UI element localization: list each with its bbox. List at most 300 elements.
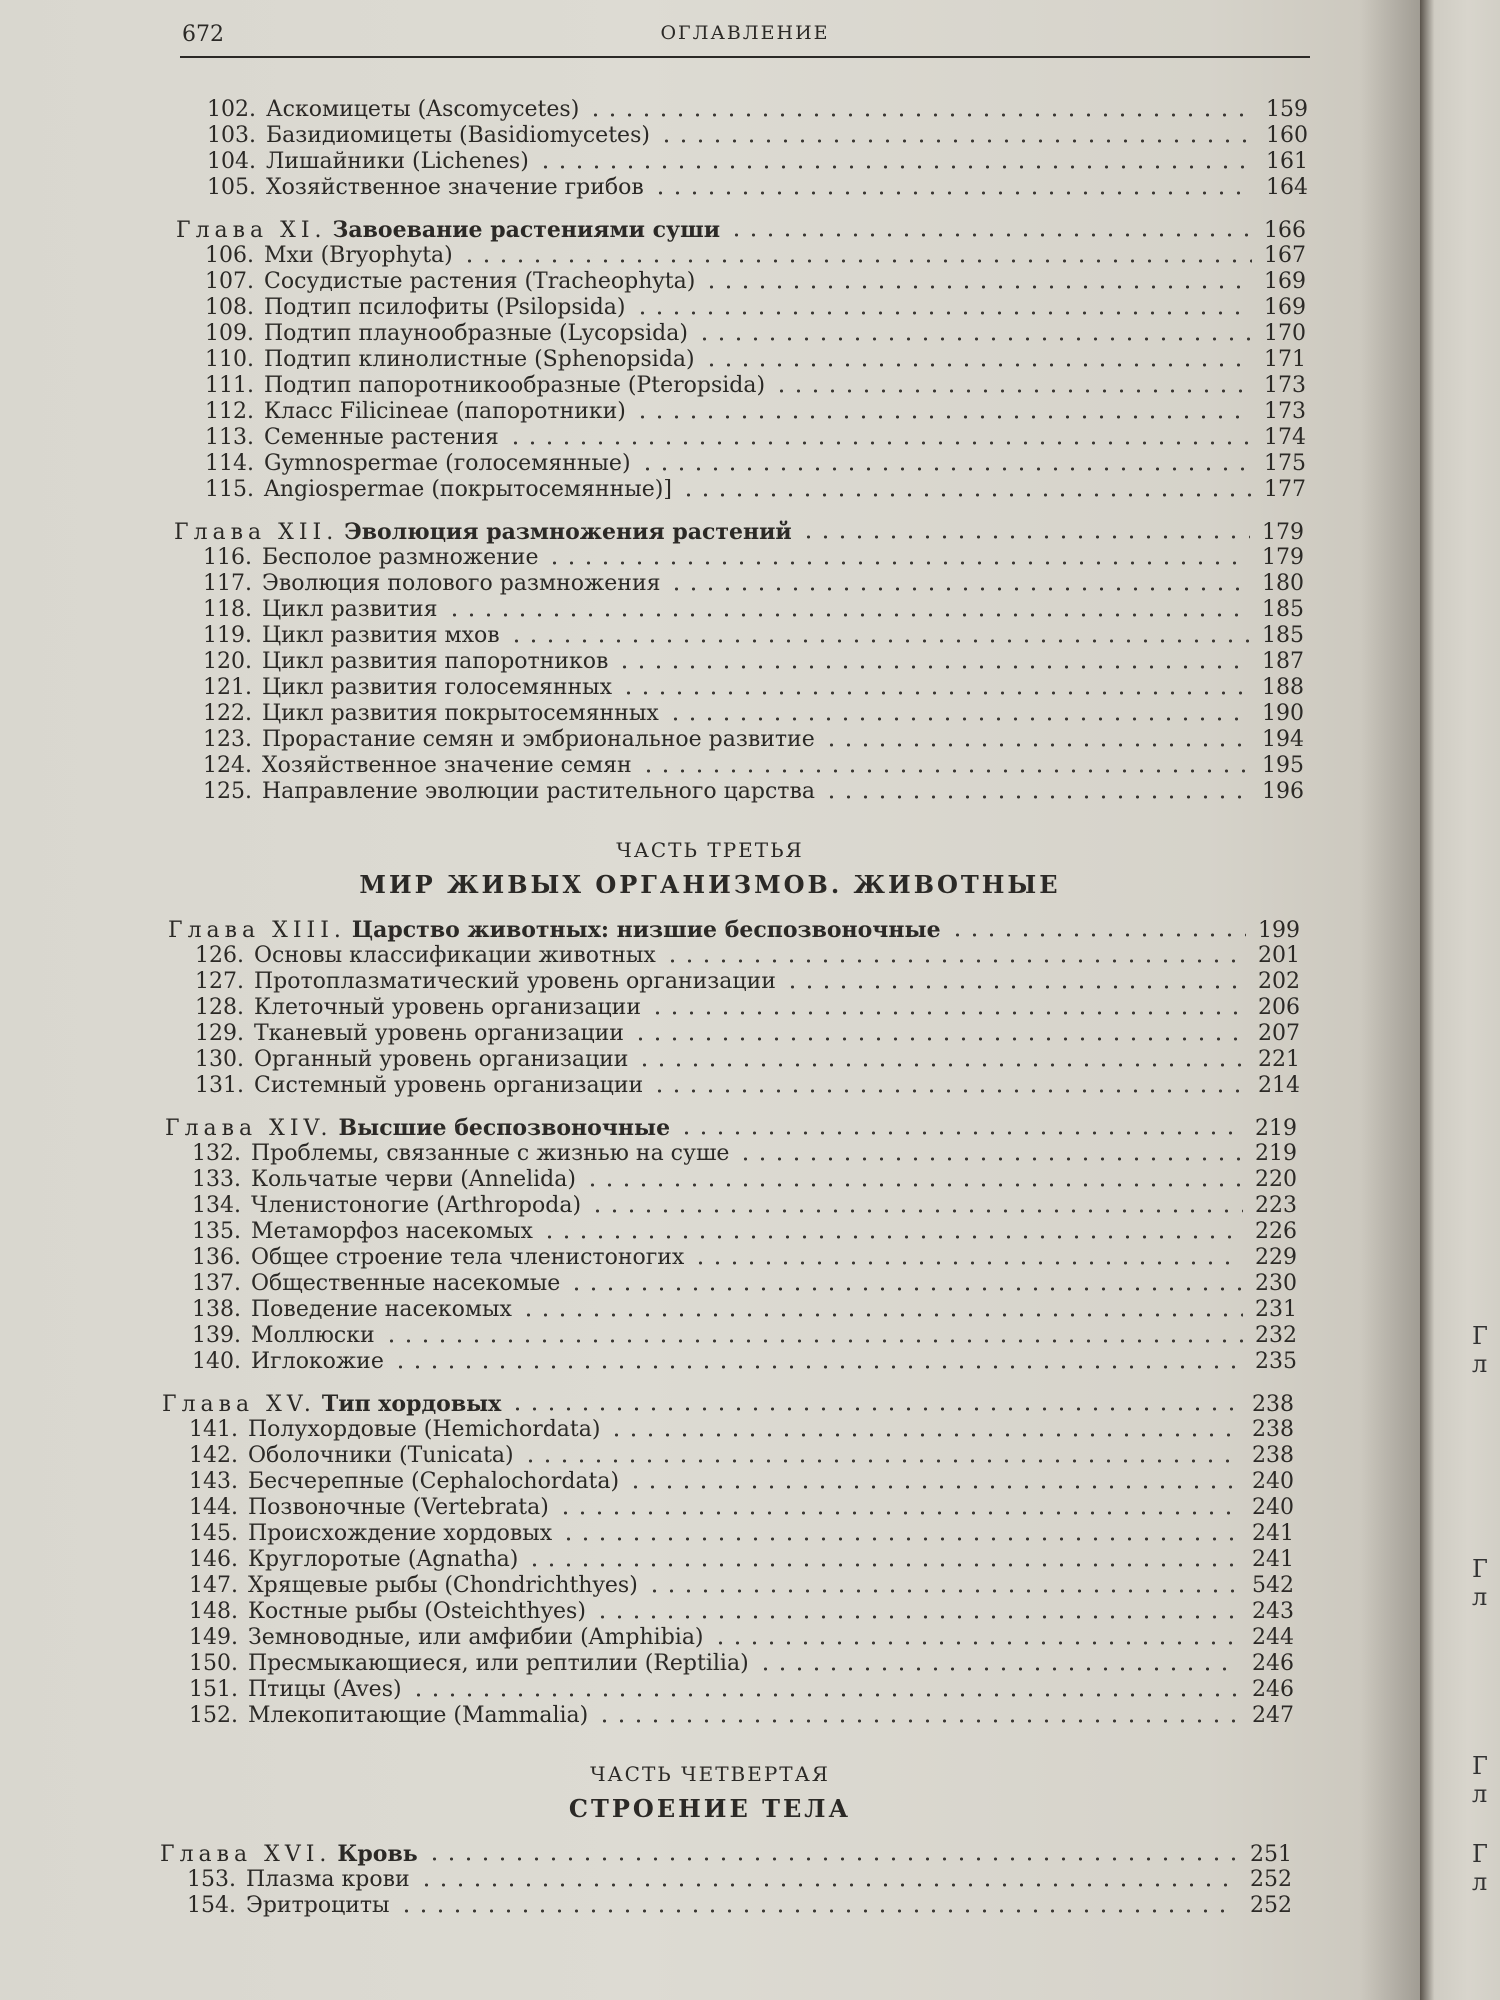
entry-title: Подтип папоротникообразные (Pteropsida): [264, 373, 766, 398]
dot-leader: [616, 664, 1250, 670]
dot-leader: [632, 1036, 1246, 1042]
dot-leader: [418, 1882, 1238, 1888]
dot-leader: [461, 258, 1252, 264]
dot-leader: [800, 534, 1250, 540]
chapter-heading: [168, 916, 1300, 944]
dot-leader: [509, 1406, 1240, 1412]
page-ref: 195: [1262, 753, 1304, 778]
entry-title: Класс Filicineae (папоротники): [264, 399, 626, 424]
page-ref: 252: [1250, 1893, 1292, 1918]
entry-title: Эволюция полового размножения: [262, 571, 661, 596]
entry-number: 150.: [189, 1651, 238, 1676]
page-ref: 223: [1255, 1193, 1297, 1218]
toc-entry: [200, 148, 1308, 176]
dot-leader: [546, 560, 1250, 566]
page-ref: 169: [1264, 269, 1306, 294]
entry-title: Плазма крови: [246, 1867, 410, 1892]
dot-leader: [757, 1666, 1240, 1672]
entry-number: 131.: [195, 1073, 244, 1098]
toc-entry: [198, 424, 1306, 452]
toc-entry: [182, 1416, 1294, 1444]
page-ref: 244: [1252, 1625, 1294, 1650]
dot-leader: [608, 1432, 1240, 1438]
dot-leader: [557, 1510, 1240, 1516]
entry-number: 130.: [195, 1047, 244, 1072]
toc-entry: [188, 968, 1300, 996]
toc-entry: [198, 476, 1306, 504]
dot-leader: [392, 1364, 1243, 1370]
dot-leader: [784, 984, 1246, 990]
page-ref: 229: [1255, 1245, 1297, 1270]
facing-page-glyph: Г л: [1472, 1555, 1488, 1611]
entry-title: Пресмыкающиеся, или рептилии (Reptilia): [248, 1651, 749, 1676]
dot-leader: [620, 690, 1250, 696]
entry-number: 126.: [195, 943, 244, 968]
dot-leader: [737, 1156, 1243, 1162]
page-ref: 214: [1258, 1073, 1300, 1098]
entry-number: 111.: [205, 373, 254, 398]
toc-entry: [196, 674, 1304, 702]
entry-number: 104.: [207, 149, 256, 174]
toc-entry: [188, 994, 1300, 1022]
toc-entry: [198, 372, 1306, 400]
entry-title: Цикл развития папоротников: [262, 649, 609, 674]
page-ref: 194: [1262, 727, 1304, 752]
entry-title: Происхождение хордовых: [248, 1521, 553, 1546]
toc-entry: [182, 1702, 1294, 1730]
page-ref: 219: [1255, 1141, 1297, 1166]
entry-number: 102.: [207, 97, 256, 122]
entry-number: 108.: [205, 295, 254, 320]
page-ref: 167: [1264, 243, 1306, 268]
entry-number: 129.: [195, 1021, 244, 1046]
entry-number: 137.: [192, 1271, 241, 1296]
entry-number: 151.: [189, 1677, 238, 1702]
entry-title: Полухордовые (Hemichordata): [248, 1417, 601, 1442]
dot-leader: [678, 1130, 1243, 1136]
entry-number: 136.: [192, 1245, 241, 1270]
entry-number: 109.: [205, 321, 254, 346]
page-ref: 179: [1262, 520, 1304, 545]
page-ref: 179: [1262, 545, 1304, 570]
toc-entry: [182, 1650, 1294, 1678]
page-ref: 201: [1258, 943, 1300, 968]
entry-title: Прорастание семян и эмбриональное развитие: [262, 727, 815, 752]
dot-leader: [949, 932, 1246, 938]
entry-title: Эритроциты: [246, 1893, 390, 1918]
page-ref: 207: [1258, 1021, 1300, 1046]
entry-number: 135.: [192, 1219, 241, 1244]
dot-leader: [526, 1562, 1240, 1568]
page-ref: 196: [1262, 779, 1304, 804]
toc-entry: [182, 1598, 1294, 1626]
entry-title: Моллюски: [251, 1323, 375, 1348]
page-ref: 241: [1252, 1521, 1294, 1546]
page-ref: 171: [1264, 347, 1306, 372]
page-ref: 226: [1255, 1219, 1297, 1244]
page-ref: 190: [1262, 701, 1304, 726]
entry-number: 118.: [203, 597, 252, 622]
entry-title: Мхи (Bryophyta): [264, 243, 453, 268]
toc-entry: [182, 1572, 1294, 1600]
page-ref: 185: [1262, 597, 1304, 622]
chapter-title: Тип хордовых: [321, 1391, 502, 1417]
page-ref: 206: [1258, 995, 1300, 1020]
dot-leader: [627, 1484, 1240, 1490]
entry-title: Протоплазматический уровень организации: [254, 969, 776, 994]
entry-number: 132.: [192, 1141, 241, 1166]
entry-number: 123.: [203, 727, 252, 752]
page-ref: 185: [1262, 623, 1304, 648]
dot-leader: [634, 414, 1252, 420]
toc-entry: [185, 1140, 1297, 1168]
dot-leader: [634, 310, 1253, 316]
entry-title: Семенные растения: [264, 425, 499, 450]
toc-entry: [198, 268, 1306, 296]
chapter-title: Кровь: [337, 1841, 418, 1867]
entry-number: 112.: [205, 399, 254, 424]
facing-page-edge: [1420, 0, 1500, 2000]
toc-entry: [185, 1296, 1297, 1324]
dot-leader: [410, 1692, 1240, 1698]
dot-leader: [649, 1010, 1246, 1016]
toc-entry: [196, 596, 1304, 624]
entry-title: Основы классификации животных: [254, 943, 656, 968]
page-ref: 202: [1258, 969, 1300, 994]
entry-title: Сосудистые растения (Tracheophyta): [264, 269, 696, 294]
page-ref: 221: [1258, 1047, 1300, 1072]
dot-leader: [696, 336, 1252, 342]
dot-leader: [680, 492, 1252, 498]
entry-number: 143.: [189, 1469, 238, 1494]
page-ref: 188: [1262, 675, 1304, 700]
page-ref: 160: [1266, 123, 1308, 148]
entry-title: Членистоногие (Arthropoda): [251, 1193, 582, 1218]
page-ref: 187: [1262, 649, 1304, 674]
entry-title: Иглокожие: [251, 1349, 384, 1374]
toc-entry: [198, 450, 1306, 478]
page-ref: 251: [1250, 1842, 1292, 1867]
toc-entry: [196, 700, 1304, 728]
entry-title: Бесполое размножение: [262, 545, 539, 570]
entry-title: Цикл развития покрытосемянных: [262, 701, 659, 726]
entry-title: Подтип псилофиты (Psilopsida): [264, 295, 626, 320]
chapter-title: Царство животных: низшие беспозвоночные: [351, 917, 941, 943]
dot-leader: [668, 586, 1250, 592]
entry-number: 128.: [195, 995, 244, 1020]
page-ref: 246: [1252, 1651, 1294, 1676]
part-label: ЧАСТЬ ЧЕТВЕРТАЯ: [590, 1762, 830, 1786]
dot-leader: [652, 190, 1254, 196]
entry-number: 144.: [189, 1495, 238, 1520]
dot-leader: [383, 1338, 1243, 1344]
entry-title: Поведение насекомых: [251, 1297, 512, 1322]
toc-entry: [198, 398, 1306, 426]
page-ref: 166: [1264, 218, 1306, 243]
page-ref: 159: [1266, 97, 1308, 122]
page-ref: 231: [1255, 1297, 1297, 1322]
dot-leader: [712, 1640, 1240, 1646]
dot-leader: [728, 232, 1252, 238]
toc-entry: [185, 1166, 1297, 1194]
entry-title: Хрящевые рыбы (Chondrichthyes): [248, 1573, 638, 1598]
entry-number: 147.: [189, 1573, 238, 1598]
entry-number: 103.: [207, 123, 256, 148]
dot-leader: [522, 1458, 1240, 1464]
dot-leader: [508, 638, 1250, 644]
toc-entry: [200, 96, 1308, 124]
part-title: МИР ЖИВЫХ ОРГАНИЗМОВ. ЖИВОТНЫЕ: [359, 870, 1061, 899]
page-ref: 240: [1252, 1495, 1294, 1520]
entry-title: Клеточный уровень организации: [254, 995, 642, 1020]
chapter-title: Высшие беспозвоночные: [338, 1115, 671, 1141]
dot-leader: [664, 958, 1246, 964]
page-ref: 199: [1258, 918, 1300, 943]
entry-title: Аскомицеты (Ascomycetes): [266, 97, 580, 122]
entry-number: 153.: [187, 1867, 236, 1892]
facing-page-glyph: Г л: [1472, 1840, 1488, 1896]
entry-title: Подтип клинолистные (Sphenopsida): [264, 347, 695, 372]
entry-title: Млекопитающие (Mammalia): [248, 1703, 589, 1728]
page-ref: 542: [1252, 1573, 1294, 1598]
dot-leader: [658, 138, 1254, 144]
entry-title: Направление эволюции растительного царства: [262, 779, 815, 804]
dot-leader: [426, 1856, 1238, 1862]
entry-title: Органный уровень организации: [254, 1047, 629, 1072]
page-number: 672: [182, 22, 224, 47]
chapter-heading: [160, 1840, 1292, 1868]
entry-number: 142.: [189, 1443, 238, 1468]
page-ref: 247: [1252, 1703, 1294, 1728]
dot-leader: [594, 1614, 1240, 1620]
chapter-heading: [162, 1390, 1294, 1418]
dot-leader: [568, 1286, 1243, 1292]
toc-entry: [198, 346, 1306, 374]
entry-number: 154.: [187, 1893, 236, 1918]
entry-title: Хозяйственное значение семян: [262, 753, 632, 778]
dot-leader: [589, 1208, 1243, 1214]
dot-leader: [692, 1260, 1243, 1266]
dot-leader: [651, 1088, 1246, 1094]
entry-title: Базидиомицеты (Basidiomycetes): [266, 123, 650, 148]
page-ref: 238: [1252, 1392, 1294, 1417]
page-ref: 173: [1264, 399, 1306, 424]
dot-leader: [639, 466, 1252, 472]
toc-entry: [185, 1270, 1297, 1298]
entry-number: 115.: [205, 477, 254, 502]
toc-entry: [188, 1072, 1300, 1100]
chapter-title: Завоевание растениями суши: [332, 217, 721, 243]
entry-number: 114.: [205, 451, 254, 476]
entry-title: Цикл развития: [262, 597, 438, 622]
toc-entry: [198, 294, 1306, 322]
page-ref: 220: [1255, 1167, 1297, 1192]
toc-entry: [188, 1046, 1300, 1074]
part-label: ЧАСТЬ ТРЕТЬЯ: [616, 838, 804, 862]
entry-number: 141.: [189, 1417, 238, 1442]
toc-entry: [200, 174, 1308, 202]
chapter-label: Глава XII.: [174, 520, 339, 545]
entry-title: Птицы (Aves): [248, 1677, 402, 1702]
page-ref: 232: [1255, 1323, 1297, 1348]
toc-entry: [185, 1192, 1297, 1220]
entry-number: 139.: [192, 1323, 241, 1348]
entry-title: Кольчатые черви (Annelida): [251, 1167, 576, 1192]
entry-number: 138.: [192, 1297, 241, 1322]
dot-leader: [560, 1536, 1240, 1542]
page-ref: 164: [1266, 175, 1308, 200]
entry-number: 134.: [192, 1193, 241, 1218]
page-ref: 174: [1264, 425, 1306, 450]
toc-entry: [196, 622, 1304, 650]
toc-entry: [182, 1520, 1294, 1548]
entry-number: 145.: [189, 1521, 238, 1546]
page-ref: 169: [1264, 295, 1306, 320]
entry-number: 140.: [192, 1349, 241, 1374]
entry-title: Круглоротые (Agnatha): [248, 1547, 519, 1572]
entry-title: Земноводные, или амфибии (Amphibia): [248, 1625, 704, 1650]
entry-title: Проблемы, связанные с жизнью на суше: [251, 1141, 730, 1166]
entry-number: 117.: [203, 571, 252, 596]
entry-title: Angiospermae (покрытосемянные)]: [264, 477, 672, 502]
entry-number: 116.: [203, 545, 252, 570]
dot-leader: [584, 1182, 1243, 1188]
toc-entry: [185, 1322, 1297, 1350]
page-ref: 240: [1252, 1469, 1294, 1494]
toc-entry: [182, 1624, 1294, 1652]
entry-number: 125.: [203, 779, 252, 804]
toc-entry: [196, 570, 1304, 598]
page-ref: 180: [1262, 571, 1304, 596]
chapter-heading: [176, 216, 1306, 244]
dot-leader: [640, 768, 1250, 774]
entry-number: 149.: [189, 1625, 238, 1650]
toc-entry: [185, 1218, 1297, 1246]
page-ref: 252: [1250, 1867, 1292, 1892]
toc-entry: [196, 726, 1304, 754]
entry-number: 127.: [195, 969, 244, 994]
toc-entry: [200, 122, 1308, 150]
chapter-label: Глава XV.: [162, 1392, 316, 1417]
dot-leader: [667, 716, 1250, 722]
toc-entry: [182, 1546, 1294, 1574]
page-ref: 230: [1255, 1271, 1297, 1296]
toc-entry: [196, 752, 1304, 780]
toc-entry: [182, 1676, 1294, 1704]
toc-entry: [185, 1348, 1297, 1376]
chapter-label: Глава XI.: [176, 218, 327, 243]
dot-leader: [587, 112, 1254, 118]
toc-entry: [188, 1020, 1300, 1048]
page-ref: 219: [1255, 1116, 1297, 1141]
entry-title: Общественные насекомые: [251, 1271, 561, 1296]
toc-entry: [180, 1866, 1292, 1894]
entry-number: 120.: [203, 649, 252, 674]
page-ref: 235: [1255, 1349, 1297, 1374]
entry-number: 133.: [192, 1167, 241, 1192]
entry-title: Общее строение тела членистоногих: [251, 1245, 685, 1270]
entry-title: Подтип плаунообразные (Lycopsida): [264, 321, 688, 346]
page-ref: 161: [1266, 149, 1308, 174]
chapter-label: Глава XIV.: [165, 1116, 333, 1141]
entry-number: 106.: [205, 243, 254, 268]
entry-title: Системный уровень организации: [254, 1073, 644, 1098]
entry-title: Тканевый уровень организации: [254, 1021, 624, 1046]
dot-leader: [703, 284, 1252, 290]
running-title: ОГЛАВЛЕНИЕ: [660, 22, 830, 44]
entry-number: 119.: [203, 623, 252, 648]
page-ref: 170: [1264, 321, 1306, 346]
dot-leader: [507, 440, 1252, 446]
page-ref: 238: [1252, 1417, 1294, 1442]
dot-leader: [773, 388, 1252, 394]
toc-entry: [185, 1244, 1297, 1272]
entry-title: Цикл развития голосемянных: [262, 675, 613, 700]
entry-title: Лишайники (Lichenes): [266, 149, 529, 174]
entry-number: 110.: [205, 347, 254, 372]
dot-leader: [520, 1312, 1243, 1318]
entry-number: 148.: [189, 1599, 238, 1624]
facing-page-glyph: Г л: [1472, 1752, 1488, 1808]
chapter-label: Глава XIII.: [168, 918, 346, 943]
dot-leader: [596, 1718, 1240, 1724]
toc-entry: [196, 544, 1304, 572]
toc-entry: [198, 242, 1306, 270]
facing-page-glyph: Г л: [1472, 1322, 1488, 1378]
entry-title: Gymnospermae (голосемянные): [264, 451, 631, 476]
dot-leader: [646, 1588, 1240, 1594]
page-ref: 241: [1252, 1547, 1294, 1572]
entry-title: Бесчерепные (Cephalochordata): [248, 1469, 620, 1494]
dot-leader: [636, 1062, 1246, 1068]
entry-number: 152.: [189, 1703, 238, 1728]
toc-entry: [198, 320, 1306, 348]
toc-entry: [196, 648, 1304, 676]
page-ref: 173: [1264, 373, 1306, 398]
entry-title: Цикл развития мхов: [262, 623, 500, 648]
entry-number: 113.: [205, 425, 254, 450]
chapter-heading: [165, 1114, 1297, 1142]
entry-number: 122.: [203, 701, 252, 726]
chapter-label: Глава XVI.: [160, 1842, 332, 1867]
page-ref: 175: [1264, 451, 1306, 476]
toc-entry: [182, 1468, 1294, 1496]
entry-number: 107.: [205, 269, 254, 294]
dot-leader: [446, 612, 1250, 618]
chapter-heading: [174, 518, 1304, 546]
toc-entry: [180, 1892, 1292, 1920]
entry-title: Костные рыбы (Osteichthyes): [248, 1599, 586, 1624]
part-title: СТРОЕНИЕ ТЕЛА: [568, 1794, 852, 1823]
page-ref: 177: [1264, 477, 1306, 502]
dot-leader: [537, 164, 1254, 170]
entry-number: 146.: [189, 1547, 238, 1572]
toc-entry: [182, 1442, 1294, 1470]
page-ref: 246: [1252, 1677, 1294, 1702]
dot-leader: [823, 742, 1250, 748]
dot-leader: [541, 1234, 1243, 1240]
toc-entry: [188, 942, 1300, 970]
toc-entry: [182, 1494, 1294, 1522]
dot-leader: [398, 1908, 1238, 1914]
dot-leader: [823, 794, 1250, 800]
entry-number: 121.: [203, 675, 252, 700]
dot-leader: [703, 362, 1252, 368]
entry-number: 124.: [203, 753, 252, 778]
entry-title: Метаморфоз насекомых: [251, 1219, 533, 1244]
page-ref: 238: [1252, 1443, 1294, 1468]
entry-number: 105.: [207, 175, 256, 200]
